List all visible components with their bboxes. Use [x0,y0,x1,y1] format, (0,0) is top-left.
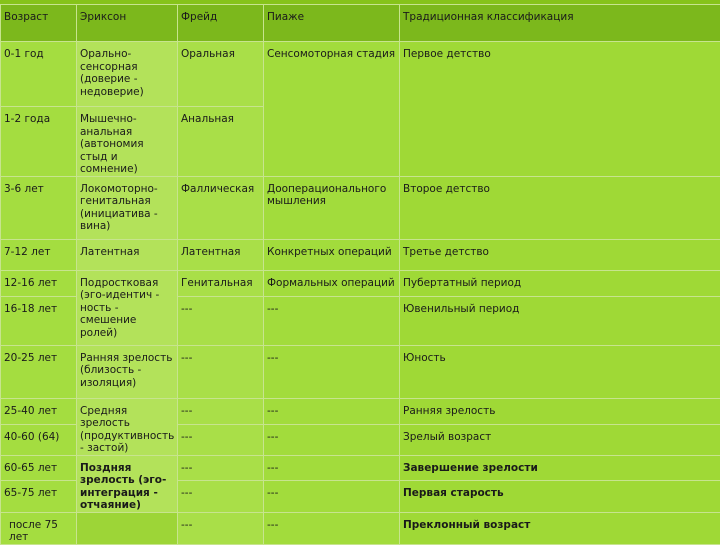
piaget-cell: --- [264,345,400,398]
freud-cell: Анальная [178,107,264,177]
freud-cell: --- [178,398,264,425]
traditional-cell: Первая старость [400,481,720,512]
piaget-cell: --- [264,512,400,544]
freud-cell: Фаллическая [178,176,264,239]
age-cell: 60-65 лет [1,455,77,481]
freud-cell: --- [178,455,264,481]
table-row [1,239,720,270]
traditional-cell: Пубертатный период [400,270,720,296]
age-cell: 0-1 год [1,42,77,107]
freud-cell: --- [178,345,264,398]
piaget-cell: Формальных операций [264,270,400,296]
traditional-cell: Завершение зрелости [400,455,720,481]
erikson-cell: Локомоторно-генитальная (инициатива - вина) [77,176,178,239]
age-periodization-table [0,4,720,545]
table-row [1,42,720,107]
freud-cell: Латентная [178,239,264,270]
table-row [1,270,720,296]
freud-cell: --- [178,296,264,345]
traditional-cell: Зрелый возраст [400,425,720,455]
traditional-cell: Преклонный возраст [400,512,720,544]
header-traditional: Традиционная классификация [400,5,720,42]
traditional-cell: Ювенильный период [400,296,720,345]
freud-cell: --- [178,425,264,455]
header-freud: Фрейд [178,5,264,42]
piaget-cell: --- [264,425,400,455]
age-cell: 40-60 (64) [1,425,77,455]
age-cell: 3-6 лет [1,176,77,239]
piaget-cell: --- [264,398,400,425]
traditional-cell: Второе детство [400,176,720,239]
header-age: Возраст [1,5,77,42]
erikson-cell: Поздняя зрелость (эго-интеграция - отчаяние) [77,455,178,512]
freud-cell: Генитальная [178,270,264,296]
traditional-cell: Юность [400,345,720,398]
table-row [1,176,720,239]
traditional-cell: Третье детство [400,239,720,270]
table-row [1,345,720,398]
age-cell: 12-16 лет [1,270,77,296]
age-cell: после 75 лет [1,512,77,544]
erikson-cell: Ранняя зрелость (близость - изоляция) [77,345,178,398]
header-piaget: Пиаже [264,5,400,42]
piaget-cell: --- [264,296,400,345]
freud-cell: --- [178,481,264,512]
age-cell: 20-25 лет [1,345,77,398]
freud-cell: Оральная [178,42,264,107]
freud-cell: --- [178,512,264,544]
erikson-cell: Латентная [77,239,178,270]
piaget-cell: Дооперационального мышления [264,176,400,239]
table-row [1,398,720,425]
age-cell: 16-18 лет [1,296,77,345]
age-cell: 1-2 года [1,107,77,177]
piaget-cell: --- [264,481,400,512]
table-row [1,512,720,544]
traditional-cell: Ранняя зрелость [400,398,720,425]
age-cell: 25-40 лет [1,398,77,425]
age-cell: 65-75 лет [1,481,77,512]
age-cell: 7-12 лет [1,239,77,270]
piaget-cell: --- [264,455,400,481]
header-erikson: Эриксон [77,5,178,42]
erikson-cell: Средняя зрелость (продуктивность - застой) [77,398,178,455]
erikson-cell-empty [77,512,178,544]
piaget-cell: Сенсомоторная стадия [264,42,400,177]
erikson-cell: Мышечно-анальная (автономия стыд и сомнение) [77,107,178,177]
table-row [1,455,720,481]
erikson-cell: Орально-сенсорная (доверие - недоверие) [77,42,178,107]
traditional-cell: Первое детство [400,42,720,177]
table-header-row [1,5,720,42]
piaget-cell: Конкретных операций [264,239,400,270]
erikson-cell: Подростковая (эго-идентич - ность - смешение ролей) [77,270,178,345]
